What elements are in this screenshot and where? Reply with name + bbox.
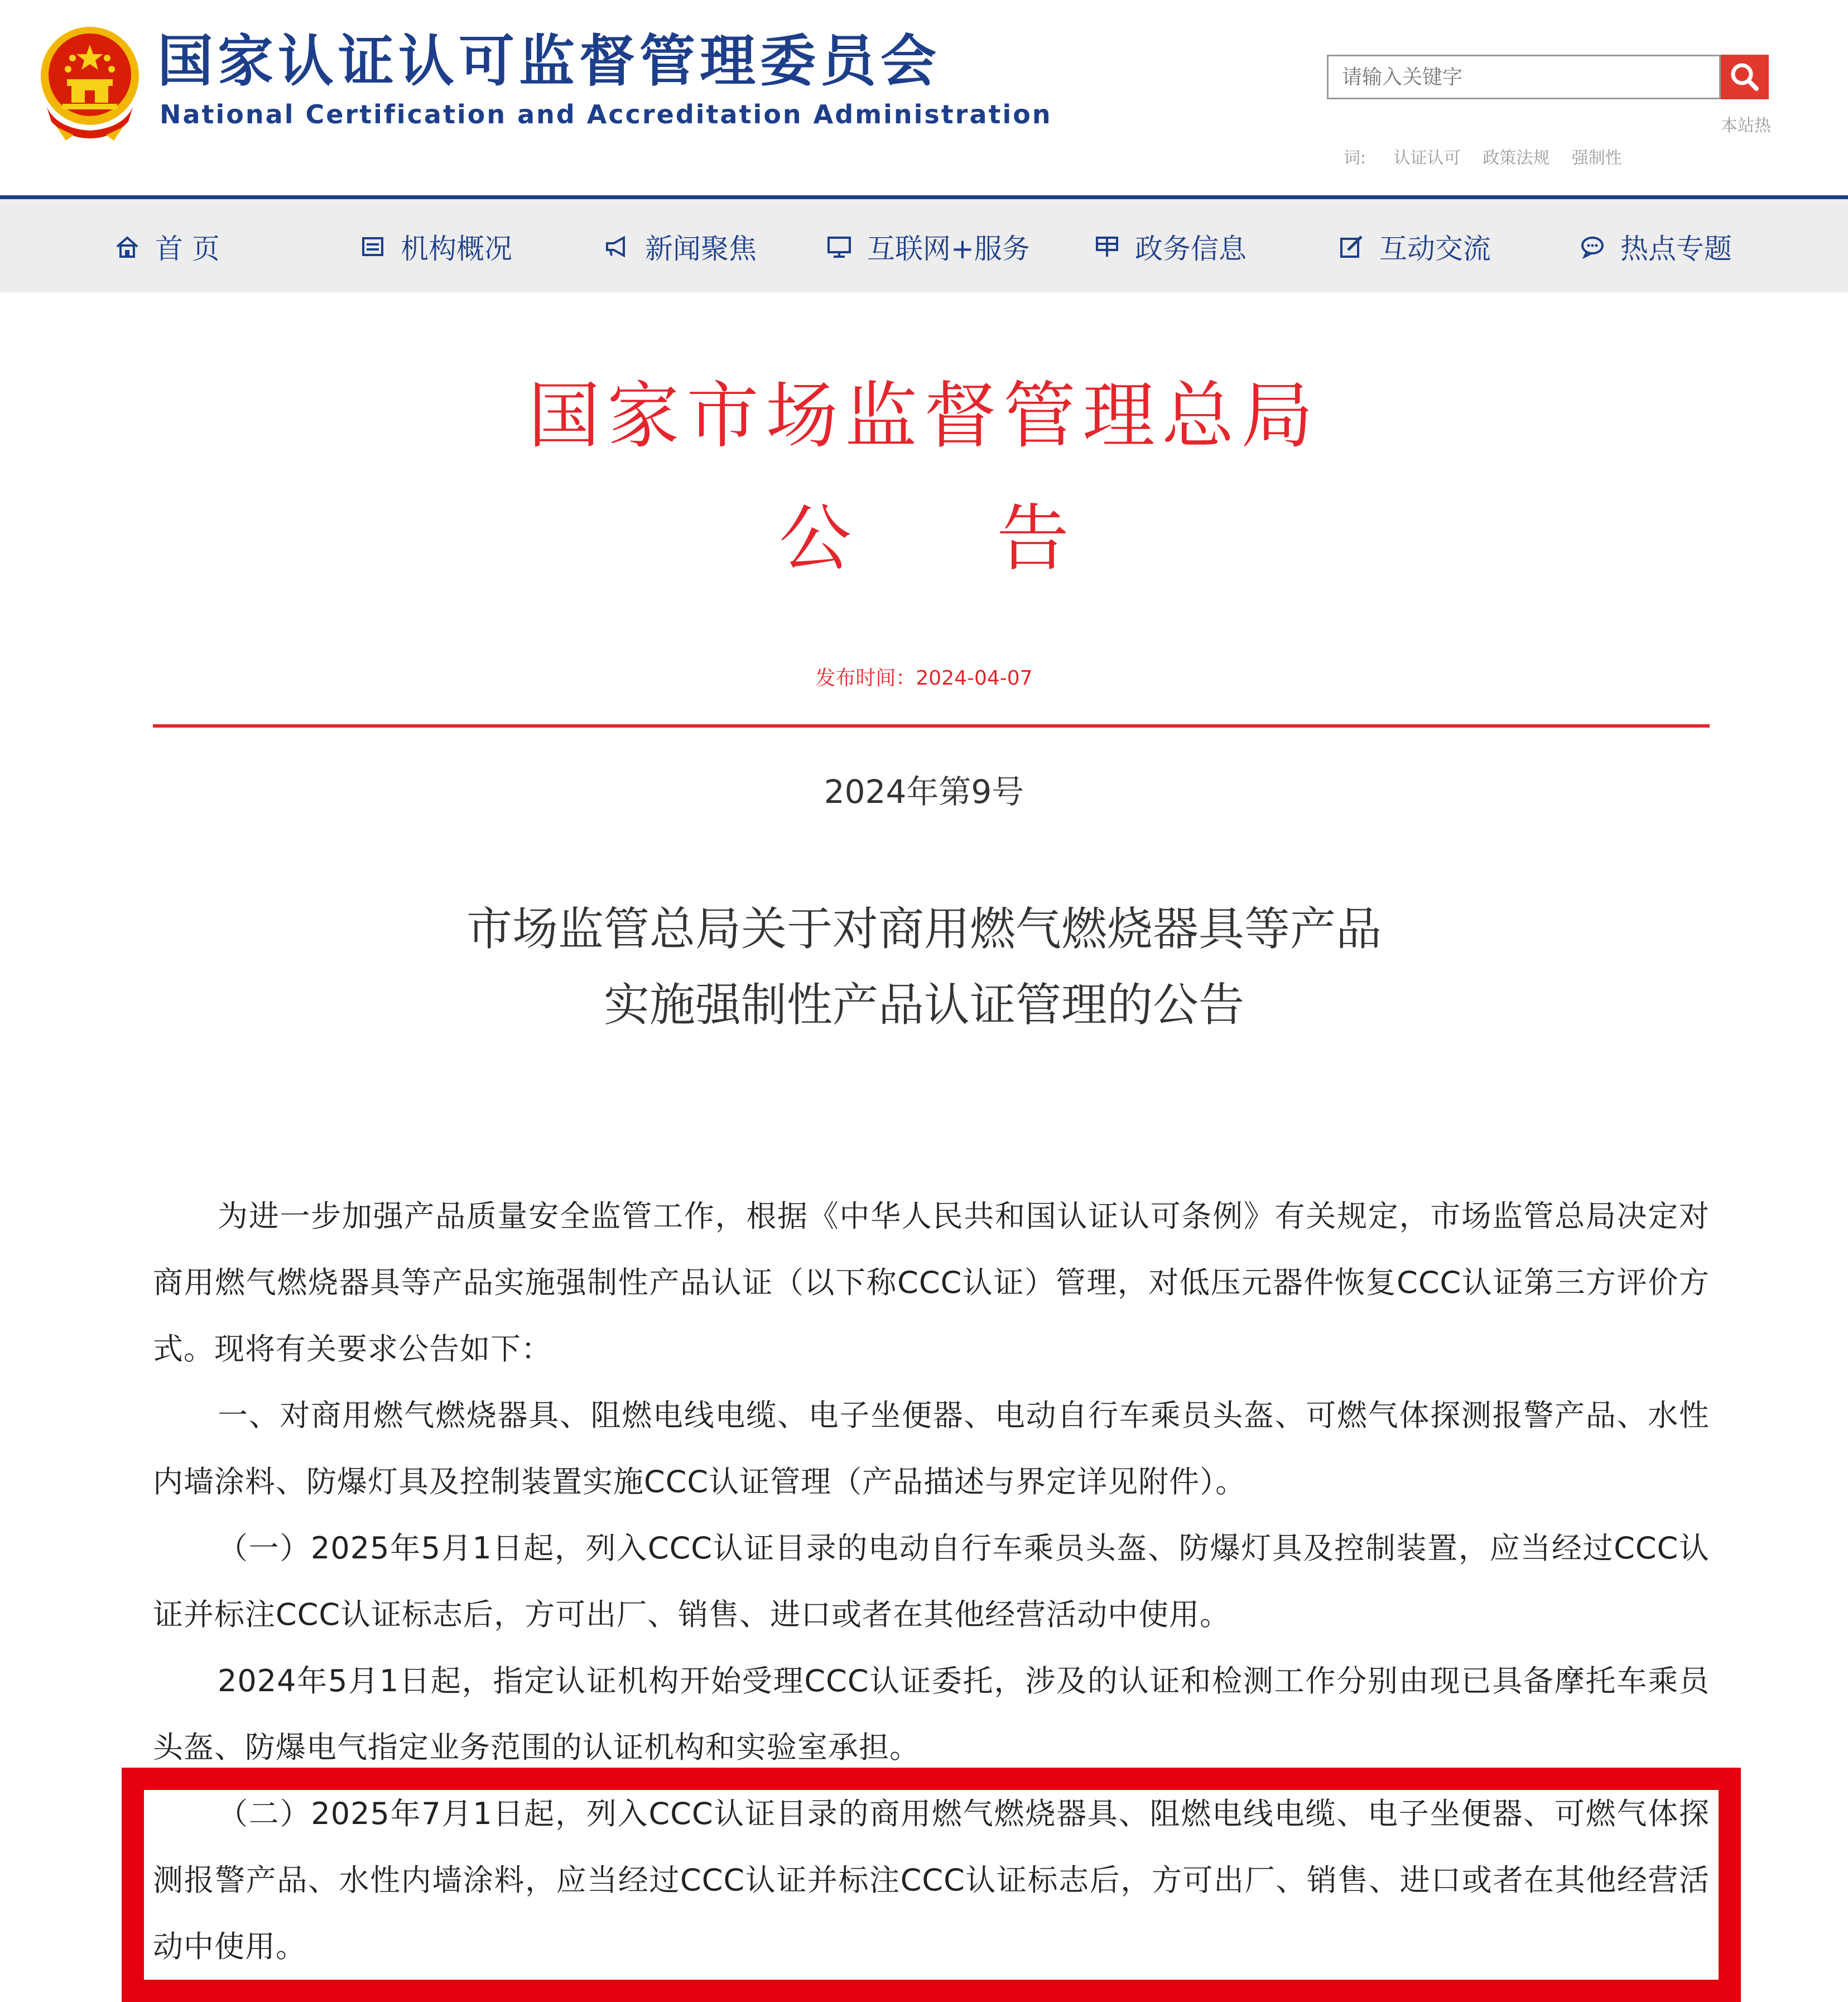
notice-body	[153, 1183, 1710, 1980]
hotword-link[interactable]: 认证认可	[1393, 148, 1461, 168]
site-name-chinese[interactable]: 国家认证认可监督管理委员会	[157, 28, 941, 94]
site-name-english[interactable]: National Certification and Accreditation Administration	[160, 99, 1052, 129]
body-paragraph: 为进一步加强产品质量安全监管工作，根据《中华人民共和国认证认可条例》有关规定，市场监管总局决定对商用燃气燃烧器具等产品实施强制性产品认证（以下称CCC认证）管理，对低压元器件恢复CCC认证第三方评价方式。现将有关要求公告如下：	[153, 1199, 1710, 1366]
hotwords-label: 词:	[1344, 148, 1366, 168]
nav-item-interaction[interactable]	[1338, 226, 1491, 267]
doc-title	[0, 892, 1848, 1043]
main-nav	[0, 195, 1848, 292]
nav-label: 互动交流	[1379, 233, 1491, 265]
search-button[interactable]	[1721, 55, 1769, 99]
org-icon	[359, 233, 386, 260]
nav-item-org[interactable]	[359, 226, 512, 267]
nav-item-home[interactable]	[114, 226, 220, 267]
nav-label: 新闻聚焦	[645, 233, 757, 265]
megaphone-icon	[604, 233, 631, 260]
nav-item-hot-topics[interactable]	[1579, 226, 1732, 267]
red-divider	[153, 724, 1710, 728]
search-input[interactable]	[1327, 55, 1721, 99]
search-icon	[1721, 55, 1769, 99]
notice-type: 公告	[778, 496, 1214, 581]
search-scope-label: 本站热	[1721, 116, 1771, 136]
nav-label: 热点专题	[1620, 233, 1732, 265]
monitor-icon	[826, 233, 853, 260]
body-paragraph: 一、对商用燃气燃烧器具、阻燃电线电缆、电子坐便器、电动自行车乘员头盔、可燃气体探测报警产品、水性内墙涂料、防爆灯具及控制装置实施CCC认证管理（产品描述与界定详见附件）。	[153, 1398, 1710, 1499]
publish-time: 发布时间：2024-04-07	[815, 667, 1033, 690]
doc-title-line: 实施强制性产品认证管理的公告	[603, 979, 1244, 1032]
nav-label: 机构概况	[401, 233, 512, 265]
hotword-link[interactable]: 政策法规	[1483, 148, 1550, 168]
nav-item-gov-info[interactable]	[1094, 226, 1247, 267]
chat-icon	[1579, 233, 1606, 260]
nav-item-news[interactable]	[604, 226, 757, 267]
info-icon	[1094, 233, 1120, 260]
hotwords-row	[1344, 144, 1639, 169]
notice-issuer: 国家市场监督管理总局	[527, 373, 1320, 458]
nav-item-internet-service[interactable]	[826, 226, 1030, 267]
nav-label: 政务信息	[1135, 233, 1247, 265]
body-paragraph-highlighted: （二）2025年7月1日起，列入CCC认证目录的商用燃气燃烧器具、阻燃电线电缆、电子坐便器、可燃气体探测报警产品、水性内墙涂料，应当经过CCC认证并标注CCC认证标志后，方可出厂、销售、进口或者在其他经营活动中使用。	[153, 1796, 1710, 1964]
nav-label: 首 页	[155, 233, 220, 265]
doc-number: 2024年第9号	[824, 773, 1024, 811]
hotword-link[interactable]: 强制性	[1571, 148, 1622, 168]
edit-icon	[1338, 233, 1365, 260]
body-paragraph: （一）2025年5月1日起，列入CCC认证目录的电动自行车乘员头盔、防爆灯具及控制装置，应当经过CCC认证并标注CCC认证标志后，方可出厂、销售、进口或者在其他经营活动中使用。	[153, 1531, 1710, 1632]
nav-label: 互联网+服务	[867, 233, 1030, 265]
national-emblem-icon[interactable]	[35, 23, 145, 141]
site-header	[0, 0, 1848, 195]
home-icon	[114, 233, 141, 260]
doc-title-line: 市场监管总局关于对商用燃气燃烧器具等产品	[466, 903, 1382, 956]
body-paragraph: 2024年5月1日起，指定认证机构开始受理CCC认证委托，涉及的认证和检测工作分别由现已具备摩托车乘员头盔、防爆电气指定业务范围的认证机构和实验室承担。	[153, 1663, 1710, 1765]
